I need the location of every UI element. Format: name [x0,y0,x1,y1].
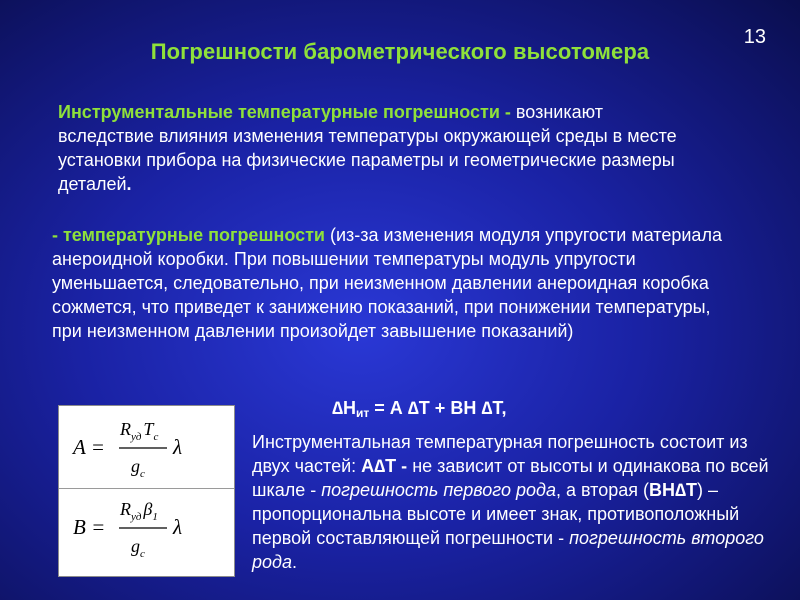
formula-a-den-g-sub: c [140,468,145,480]
formula-a [71,419,182,480]
formula-a-lambda: λ [173,435,183,459]
components-italic-1: погрешность первого рода [321,480,556,500]
svg-text:RудTc [119,419,158,443]
term-temperature-errors: - температурные погрешности [52,225,325,245]
components-italic-2: погрешность второго рода [252,528,764,572]
slide-title: Погрешности барометрического высотомера [150,39,650,64]
paragraph-instrumental-errors [58,100,698,196]
formula-a-den-g: g [131,456,140,476]
components-bold-1: А∆Т - [361,456,408,476]
paragraph-temperature-errors-text: (из-за изменения модуля упругости материала анероидной коробки. При повышении температуры модуль упругости уменьшается, следовательно, при неизменном давлении анероидная коробка сожмется, что приведет к занижению показаний, при понижении температуры, при неизменном давлении произойдет завышение показаний) [52,225,722,341]
formula-b-den-g: g [131,536,140,556]
formula-b-num-beta: β [143,499,153,519]
components-text-3: , а вторая ( [555,480,649,500]
paragraph-instrumental-errors-text: возникают вследствие влияния изменения температуры окружающей среды в месте установки прибора на физические параметры и геометрические размеры деталей [58,102,677,194]
formula-a-num-t-sub: c [153,431,159,443]
formula-b-den-g-sub: c [140,548,145,560]
paragraph-error-components [252,430,782,574]
svg-text:Rудβ1 [119,499,158,523]
formula-b-num-r: R [120,499,131,519]
formula-b-label: B = [73,515,106,539]
term-instrumental-errors: Инструментальные температурные погрешности - [58,102,511,122]
svg-text:gc [131,536,145,560]
paragraph-temperature-errors [52,223,732,343]
slide-number: 13 [743,26,766,48]
components-text-5: . [291,552,297,572]
components-text-2: не зависит от высоты и одинакова по всей шкале - [252,456,769,500]
formula-b-lambda: λ [173,515,183,539]
formula-b-num-r-sub: уд [131,511,142,523]
components-bold-2: ВН∆Т [648,480,697,500]
components-text-1: Инструментальная температурная погрешность состоит из двух частей: [252,432,748,476]
components-text-4: ) – пропорциональна высоте и имеет знак, противоположный первой составляющей погрешности - [252,480,740,548]
formula-a-num-t: T [143,419,154,439]
formula-a-label: A = [73,435,105,459]
formula-box [58,405,235,577]
delta-h-formula [332,398,507,420]
formula-image [59,406,234,576]
paragraph-instrumental-errors-end: . [126,174,132,194]
delta-h-formula-rest: = А ∆Т + ВН ∆Т, [369,398,507,418]
delta-h-formula-lead: ∆Н [332,398,357,418]
formula-b [73,499,182,560]
formula-a-num-r: R [120,419,131,439]
svg-text:gc [131,456,145,480]
formula-b-num-beta-sub: 1 [152,511,158,523]
delta-h-formula-sub: ит [356,406,370,420]
formula-divider [59,488,234,489]
formula-a-num-r-sub: уд [131,431,142,443]
